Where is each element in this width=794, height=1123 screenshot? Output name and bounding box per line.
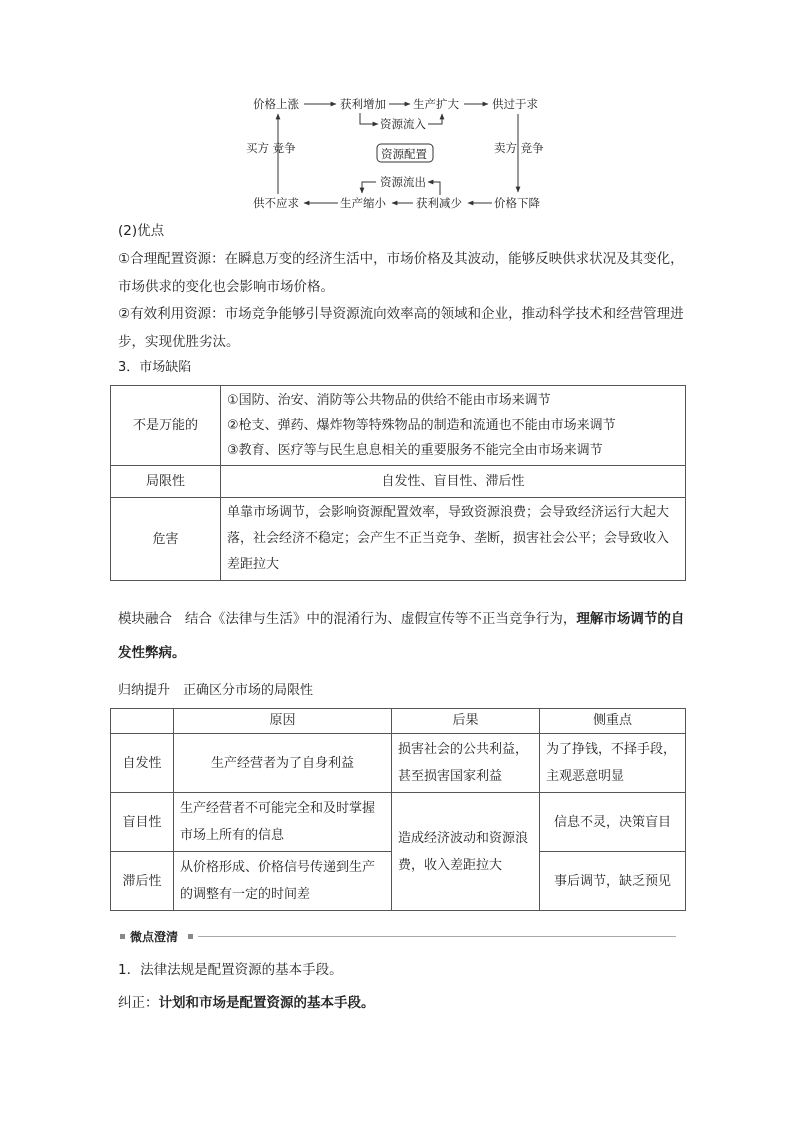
not-omnipotent-item: ②枪支、弹药、爆炸物等特殊物品的制造和流通也不能由市场来调节	[227, 418, 616, 433]
square-bullet-icon	[120, 934, 125, 939]
table-row	[111, 793, 686, 852]
harm-value: 单靠市场调节，会影响资源配置效率，导致资源浪费；会导致经济运行大起大落，社会经济不稳定；会产生不正当竞争、垄断，损害社会公平；会导致收入差距拉大	[221, 498, 686, 581]
lag-cause: 从价格形成、价格信号传递到生产的调整有一定的时间差	[174, 852, 392, 911]
advantage-item-1: ①合理配置资源：在瞬息万变的经济生活中，市场价格及其波动，能够反映供求状况及其变化，市场供求的变化也会影响市场价格。	[118, 251, 684, 295]
resource-outflow-node: 资源流出	[380, 175, 426, 189]
market-limitations-table	[110, 708, 686, 911]
module-fusion-emphasis: 理解市场调节的自发性弊病。	[118, 611, 685, 661]
module-fusion-prefix: 模块融合	[118, 611, 172, 627]
summary-heading: 归纳提升 正确区分市场的局限性	[118, 683, 314, 698]
spontaneity-cause: 生产经营者为了自身利益	[174, 734, 392, 793]
production-expand-node: 生产扩大	[413, 97, 459, 111]
defects-heading: 3．市场缺陷	[118, 360, 192, 375]
header-cell-cause: 原因	[174, 709, 392, 734]
table-row	[111, 734, 686, 793]
clarify-correction	[118, 990, 375, 1016]
header-cell-result: 后果	[392, 709, 540, 734]
arrow-profit-to-outflow	[428, 182, 440, 195]
blindness-label: 盲目性	[111, 793, 174, 852]
supply-exceeds-node: 供过于求	[492, 97, 538, 111]
spontaneity-label: 自发性	[111, 734, 174, 793]
advantage-item-2: ②有效利用资源：市场竞争能够引导资源流向效率高的领域和企业，推动科学技术和经营管理进步，实现优胜劣汰。	[118, 306, 684, 350]
spontaneity-focus: 为了挣钱，不择手段，主观恶意明显	[540, 734, 686, 793]
table-row	[111, 498, 686, 581]
advantages-heading: (2)优点	[118, 223, 165, 239]
module-fusion-text: 结合《法律与生活》中的混淆行为、虚假宣传等不正当竞争行为，	[184, 611, 577, 627]
resource-allocation-node: 资源配置	[381, 147, 427, 161]
seller-compete-label: 卖方 竞争	[494, 141, 544, 155]
buyer-compete-label: 买方 竞争	[246, 141, 296, 155]
square-bullet-icon	[188, 934, 193, 939]
profit-up-node: 获利增加	[340, 97, 386, 111]
clarify-title: 微点澄清	[130, 930, 179, 944]
clarify-header	[118, 929, 678, 945]
resource-inflow-node: 资源流入	[380, 117, 426, 131]
header-cell-focus: 侧重点	[540, 709, 686, 734]
correction-text: 计划和市场是配置资源的基本手段。	[158, 995, 375, 1011]
price-down-node: 价格下降	[494, 196, 540, 210]
table-row	[111, 466, 686, 498]
price-up-node: 价格上涨	[253, 97, 299, 111]
not-omnipotent-item: ①国防、治安、消防等公共物品的供给不能由市场来调节	[227, 393, 551, 408]
table-row	[111, 386, 686, 466]
not-omnipotent-cell	[221, 386, 686, 466]
supply-short-node: 供不应求	[253, 196, 299, 210]
blindness-focus: 信息不灵，决策盲目	[540, 793, 686, 852]
table-header-row	[111, 709, 686, 734]
arrow-profit-to-inflow	[360, 113, 378, 124]
blindness-cause: 生产经营者不可能完全和及时掌握市场上所有的信息	[174, 793, 392, 852]
limitation-label: 局限性	[111, 466, 221, 498]
production-shrink-node: 生产缩小	[340, 196, 386, 210]
spontaneity-result: 损害社会的公共利益，甚至损害国家利益	[392, 734, 540, 793]
clarify-item-1: 1．法律法规是配置资源的基本手段。	[118, 962, 343, 978]
limitation-value: 自发性、盲目性、滞后性	[221, 466, 686, 498]
correction-prefix: 纠正：	[118, 995, 159, 1011]
arrow-outflow-to-shrink	[362, 182, 376, 193]
module-fusion-paragraph	[118, 602, 688, 670]
shared-result: 造成经济波动和资源浪费，收入差距拉大	[392, 793, 540, 911]
not-omnipotent-label: 不是万能的	[111, 386, 221, 466]
arrow-inflow-to-production	[428, 114, 442, 124]
profit-down-node: 获利减少	[416, 196, 462, 210]
lag-focus: 事后调节，缺乏预见	[540, 852, 686, 911]
harm-label: 危害	[111, 498, 221, 581]
lag-label: 滞后性	[111, 852, 174, 911]
header-cell-empty	[111, 709, 174, 734]
not-omnipotent-item: ③教育、医疗等与民生息息相关的重要服务不能完全由市场来调节	[227, 443, 603, 458]
market-defects-table	[110, 385, 686, 581]
divider-line	[198, 936, 676, 937]
